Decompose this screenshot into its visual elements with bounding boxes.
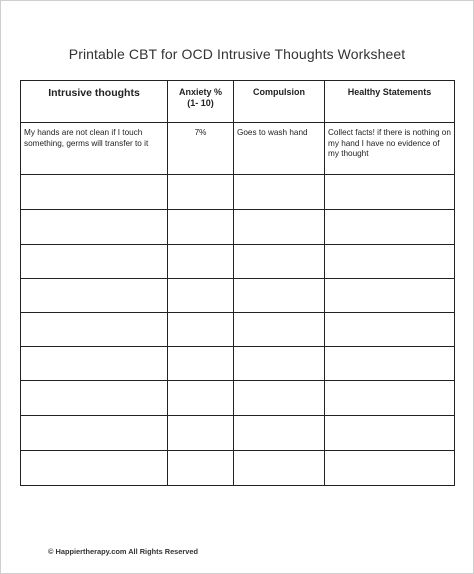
anxiety-cell[interactable] [168, 347, 234, 381]
healthy-cell[interactable] [325, 416, 455, 451]
worksheet-table [20, 80, 455, 486]
anxiety-cell[interactable] [168, 313, 234, 347]
compulsion-cell[interactable] [234, 313, 325, 347]
copyright-footer: © Happiertherapy.com All Rights Reserved [48, 547, 199, 556]
healthy-cell[interactable] [325, 245, 455, 279]
table-row [21, 279, 455, 313]
thought-cell[interactable] [21, 313, 168, 347]
table-row [21, 175, 455, 210]
thought-cell[interactable] [21, 210, 168, 245]
compulsion-cell[interactable] [234, 451, 325, 486]
example-compulsion-cell[interactable]: Goes to wash hand [234, 123, 325, 175]
compulsion-cell[interactable] [234, 175, 325, 210]
anxiety-cell[interactable] [168, 381, 234, 416]
table-row [21, 416, 455, 451]
healthy-cell[interactable] [325, 381, 455, 416]
thought-cell[interactable] [21, 175, 168, 210]
healthy-cell[interactable] [325, 279, 455, 313]
header-intrusive-thoughts: Intrusive thoughts [21, 81, 168, 123]
thought-cell[interactable] [21, 279, 168, 313]
table-row [21, 210, 455, 245]
compulsion-cell[interactable] [234, 381, 325, 416]
anxiety-cell[interactable] [168, 175, 234, 210]
healthy-cell[interactable] [325, 175, 455, 210]
worksheet-title: Printable CBT for OCD Intrusive Thoughts Worksheet [68, 46, 406, 62]
anxiety-cell[interactable] [168, 279, 234, 313]
compulsion-cell[interactable] [234, 416, 325, 451]
thought-cell[interactable] [21, 347, 168, 381]
thought-cell[interactable] [21, 416, 168, 451]
healthy-cell[interactable] [325, 451, 455, 486]
table-row [21, 347, 455, 381]
healthy-cell[interactable] [325, 210, 455, 245]
compulsion-cell[interactable] [234, 245, 325, 279]
thought-cell[interactable] [21, 245, 168, 279]
header-anxiety-scale: (1- 10) [187, 98, 214, 108]
anxiety-cell[interactable] [168, 245, 234, 279]
header-anxiety-label: Anxiety % [178, 87, 222, 97]
example-thought-cell[interactable]: My hands are not clean if I touch something, germs will transfer to it [21, 123, 168, 175]
header-anxiety [168, 81, 234, 123]
header-compulsion: Compulsion [234, 81, 325, 123]
example-row [21, 123, 455, 175]
compulsion-cell[interactable] [234, 347, 325, 381]
compulsion-cell[interactable] [234, 210, 325, 245]
table-row [21, 245, 455, 279]
anxiety-cell[interactable] [168, 416, 234, 451]
example-healthy-cell[interactable]: Collect facts! if there is nothing on my hand I have no evidence of my thought [325, 123, 455, 175]
table-row [21, 313, 455, 347]
healthy-cell[interactable] [325, 347, 455, 381]
compulsion-cell[interactable] [234, 279, 325, 313]
thought-cell[interactable] [21, 451, 168, 486]
anxiety-cell[interactable] [168, 210, 234, 245]
table-row [21, 451, 455, 486]
healthy-cell[interactable] [325, 313, 455, 347]
header-healthy-statements: Healthy Statements [325, 81, 455, 123]
example-anxiety-cell[interactable]: 7% [168, 123, 234, 175]
header-row [21, 81, 455, 123]
anxiety-cell[interactable] [168, 451, 234, 486]
table-row [21, 381, 455, 416]
thought-cell[interactable] [21, 381, 168, 416]
